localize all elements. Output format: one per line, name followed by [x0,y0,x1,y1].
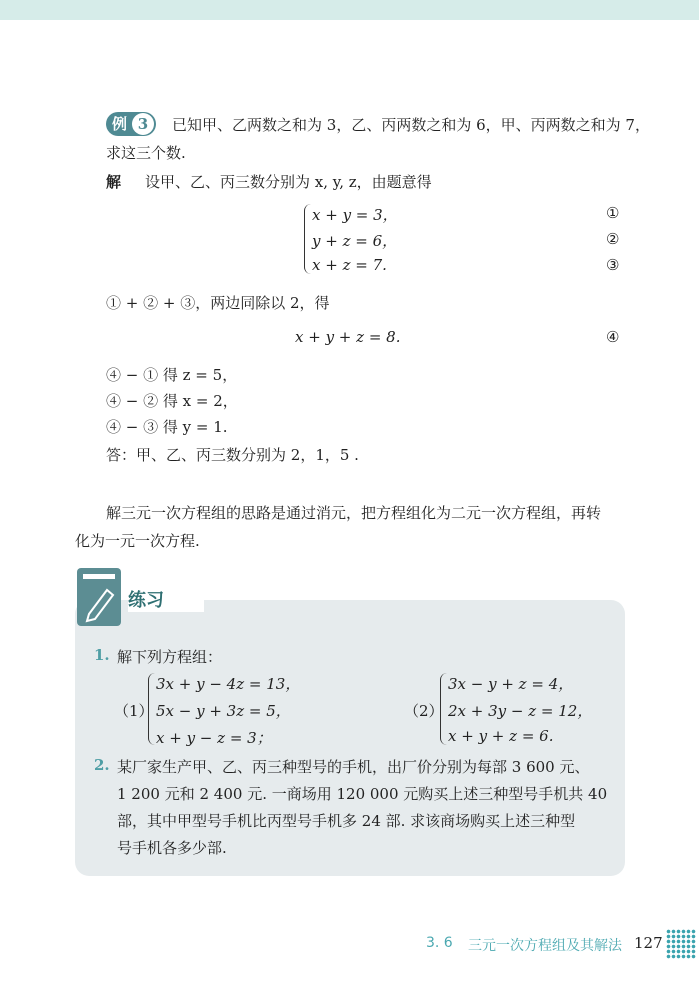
summary-line1: 解三元一次方程组的思路是通过消元，把方程组化为二元一次方程组，再转 [106,504,602,522]
badge-label: 例 [112,115,128,133]
tag1: ① [606,204,620,222]
q2-number: 2. [94,756,110,774]
footer-section: 3. 6 [426,935,453,951]
tag2: ② [606,230,620,248]
sys2-eq1: 3x − y + z = 4， [448,675,574,693]
sys1-eq1: 3x + y − 4z = 13， [156,675,301,693]
step-a: ④ − ① 得 z = 5， [106,366,238,384]
q2-line3: 部，其中甲型号手机比丙型号手机多 24 部. 求该商场购买上述三种型 [117,812,576,830]
pencil-notebook-icon [77,568,121,626]
step-b: ④ − ② 得 x = 2， [106,392,238,410]
page-number: 127 [634,934,663,952]
eq2: y + z = 6， [312,232,398,250]
answer: 答：甲、乙、丙三数分别为 2，1，5 . [106,446,359,464]
tag4: ④ [606,328,620,346]
q2-line4: 号手机各多少部. [117,839,227,857]
eq3: x + z = 7. [312,256,387,274]
sys2-eq2: 2x + 3y − z = 12， [448,702,593,720]
sys2-eq3: x + y + z = 6. [448,727,554,745]
example-line2: 求这三个数. [106,144,186,162]
brace [148,673,155,745]
q1-number: 1. [94,646,110,664]
sys1-label: （1） [114,702,154,720]
step-c: ④ − ③ 得 y = 1. [106,418,228,436]
decorative-dots-icon [666,929,696,959]
example-badge [106,112,156,136]
practice-title: 练习 [128,586,204,612]
solution-label: 解 [106,173,122,191]
q2-line2: 1 200 元和 2 400 元. 一商场用 120 000 元购买上述三种型号手机共 40 [117,785,608,803]
badge-number: 3 [132,113,154,135]
step1: ① + ② + ③，两边同除以 2，得 [106,294,330,312]
sys1-eq3: x + y − z = 3； [156,729,272,747]
q1-text: 解下列方程组： [117,648,223,666]
sys2-label: （2） [404,702,444,720]
eq4: x + y + z = 8. [295,328,401,346]
summary-line2: 化为一元一次方程. [75,532,200,550]
q2-line1: 某厂家生产甲、乙、丙三种型号的手机，出厂价分别为每部 3 600 元、 [117,758,590,776]
example-line1: 已知甲、乙两数之和为 3，乙、丙两数之和为 6，甲、丙两数之和为 7， [172,116,650,134]
brace [304,204,311,274]
footer-title: 三元一次方程组及其解法 [468,938,622,954]
sys1-eq2: 5x − y + 3z = 5， [156,702,291,720]
tag3: ③ [606,256,620,274]
brace [440,673,447,745]
eq1: x + y = 3， [312,206,398,224]
solution-intro: 设甲、乙、丙三数分别为 x, y, z，由题意得 [145,173,432,191]
top-band [0,0,699,20]
